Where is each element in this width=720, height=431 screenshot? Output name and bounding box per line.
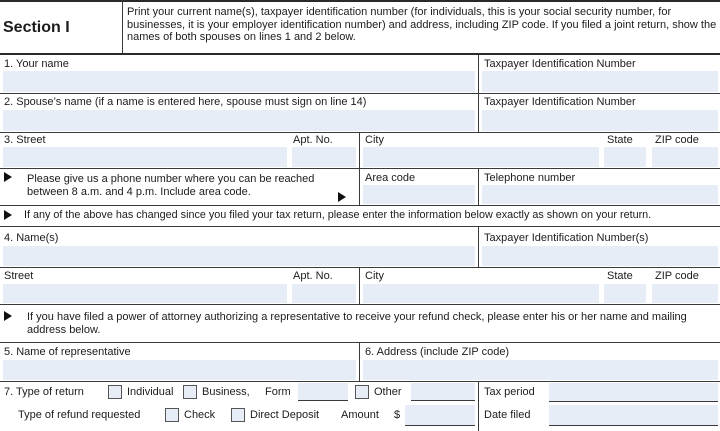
your-name-label: 1. Your name (4, 58, 69, 70)
apt-label: Apt. No. (293, 134, 333, 146)
refund-type-label: Type of refund requested (18, 409, 141, 421)
dollar-sign: $ (394, 409, 401, 421)
tax-period-field[interactable] (549, 383, 718, 401)
apt-label-2: Apt. No. (293, 270, 333, 282)
top-rule (0, 0, 720, 2)
your-name-field[interactable] (3, 71, 475, 92)
header-bottom-rule (0, 53, 720, 55)
other-checkbox[interactable] (355, 385, 369, 399)
spouse-tin-field[interactable] (482, 110, 718, 131)
arrow-right-icon (4, 311, 12, 321)
zip-label: ZIP code (655, 134, 699, 146)
spouse-name-label: 2. Spouse’s name (if a name is entered here, spouse must sign on line 14) (4, 96, 367, 108)
representative-label: 5. Name of representative (4, 346, 131, 358)
city-label: City (365, 134, 384, 146)
spouse-name-field[interactable] (3, 110, 475, 131)
zip-label-2: ZIP code (655, 270, 699, 282)
names-label: 4. Name(s) (4, 232, 59, 244)
state-label-2: State (607, 270, 633, 282)
street-label-2: Street (4, 270, 34, 282)
business-checkbox[interactable] (183, 385, 197, 399)
header-divider (122, 0, 123, 54)
check-label: Check (184, 409, 216, 421)
spouse-tin-label: Taxpayer Identification Number (484, 96, 636, 108)
zip-field-2[interactable] (652, 284, 718, 303)
amount-field[interactable] (405, 405, 475, 425)
tins-field[interactable] (482, 246, 718, 266)
city-label-2: City (365, 270, 384, 282)
date-filed-field[interactable] (549, 405, 718, 425)
poa-notice: If you have filed a power of attorney authorizing a representative to receive your refund check, please enter his or her name and mailing address below. (27, 311, 687, 336)
city-field[interactable] (363, 147, 599, 167)
arrow-right-icon (338, 192, 346, 202)
change-notice: If any of the above has changed since you filed your tax return, please enter the information below exactly as shown on your return. (24, 209, 652, 221)
tin-field[interactable] (482, 71, 718, 92)
telephone-field[interactable] (482, 185, 718, 204)
apt-field[interactable] (292, 147, 356, 167)
names-field[interactable] (3, 246, 475, 266)
telephone-label: Telephone number (484, 172, 576, 184)
direct-deposit-checkbox[interactable] (231, 408, 245, 422)
tax-period-label: Tax period (484, 386, 535, 398)
amount-label: Amount (341, 409, 379, 421)
arrow-right-icon (4, 210, 12, 220)
other-label: Other (374, 386, 402, 398)
representative-field[interactable] (3, 360, 356, 380)
area-code-label: Area code (365, 172, 416, 184)
form-label: Form (265, 386, 291, 398)
form-number-field[interactable] (298, 383, 348, 400)
individual-checkbox[interactable] (108, 385, 122, 399)
street-field[interactable] (3, 147, 287, 167)
type-of-return-label: 7. Type of return (4, 386, 84, 398)
address-field[interactable] (363, 360, 718, 380)
phone-instruction: Please give us a phone number where you can be reached between 8 a.m. and 4 p.m. Include area code. (27, 173, 315, 198)
address-label: 6. Address (include ZIP code) (365, 346, 510, 358)
date-filed-label: Date filed (484, 409, 531, 421)
state-field-2[interactable] (604, 284, 646, 303)
tins-label: Taxpayer Identification Number(s) (484, 232, 649, 244)
zip-field[interactable] (652, 147, 718, 167)
state-label: State (607, 134, 633, 146)
other-field[interactable] (411, 383, 475, 400)
business-label: Business, (202, 386, 250, 398)
individual-label: Individual (127, 386, 174, 398)
check-checkbox[interactable] (165, 408, 179, 422)
apt-field-2[interactable] (292, 284, 356, 303)
section-title: Section I (3, 19, 70, 36)
direct-deposit-label: Direct Deposit (250, 409, 320, 421)
street-field-2[interactable] (3, 284, 287, 303)
state-field[interactable] (604, 147, 646, 167)
section-intro: Print your current name(s), taxpayer identification number (for individuals, this is your social security number, for businesses, it is your employer identification number) and address, including ZIP code. If you filed a joint return, show the names of both spouses on lines 1 and 2 below. (127, 6, 717, 43)
tin-label: Taxpayer Identification Number (484, 58, 636, 70)
arrow-right-icon (4, 172, 12, 182)
area-code-field[interactable] (363, 185, 475, 204)
street-label: 3. Street (4, 134, 46, 146)
city-field-2[interactable] (363, 284, 599, 303)
